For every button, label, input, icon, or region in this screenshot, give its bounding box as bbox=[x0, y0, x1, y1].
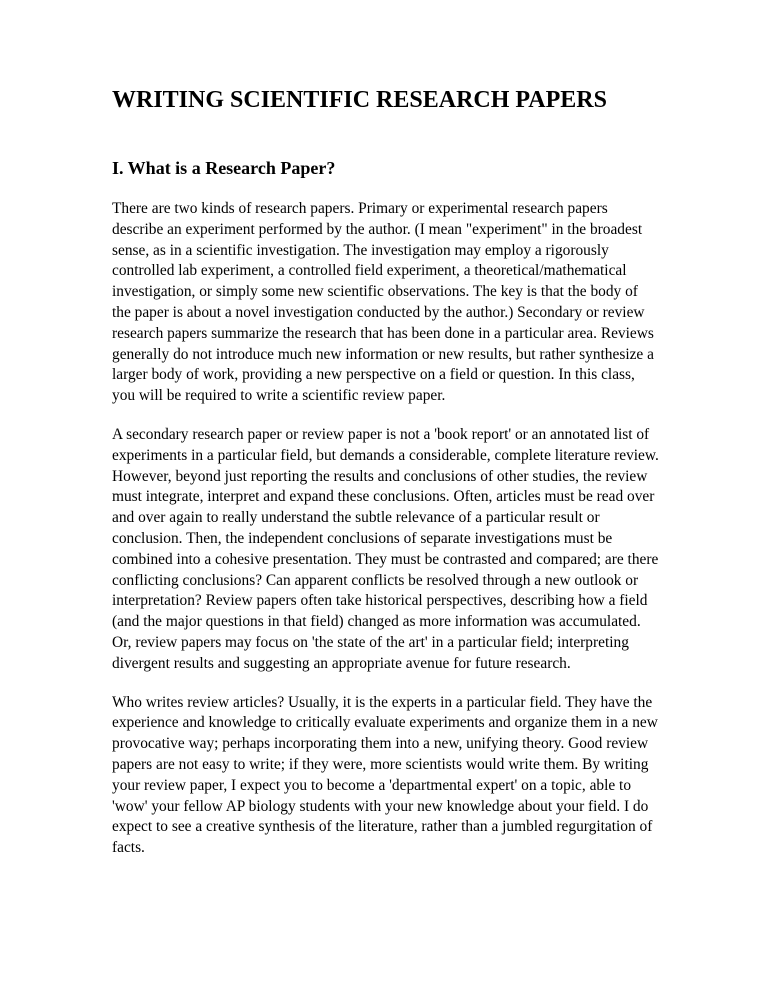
document-title: WRITING SCIENTIFIC RESEARCH PAPERS bbox=[112, 87, 607, 113]
document-page bbox=[112, 86, 660, 877]
section-heading: I. What is a Research Paper? bbox=[112, 158, 336, 178]
paragraph-review-paper-definition: A secondary research paper or review paper is not a 'book report' or an annotated list of experiments in a particular field, but demands a considerable, complete literature review. However, beyond just reporting the results and conclusions of other studies, the review must integrate, interpret and expand these conclusions. Often, articles must be read over and over again to really understand the subtle relevance of a particular result or conclusion. Then, the independent conclusions of separate investigations must be combined into a cohesive presentation. They must be contrasted and compared; are there conflicting conclusions? Can apparent conflicts be resolved through a new outlook or interpretation? Review papers often take historical perspectives, describing how a field (and the major questions in that field) changed as more information was accumulated. Or, review papers may focus on 'the state of the art' in a particular field; interpreting divergent results and suggesting an appropriate avenue for future research. bbox=[112, 425, 659, 672]
section-what-is-research-paper bbox=[112, 157, 660, 859]
paragraph-kinds-of-papers: There are two kinds of research papers. Primary or experimental research papers describe an experiment performed by the author. (I mean "experiment" in the broadest sense, as in a scientific investigation. The investigation may employ a rigorously controlled lab experiment, a controlled field experiment, a theoretical/mathematical investigation, or simply some new scientific observations. The key is that the body of the paper is about a novel investigation conducted by the author.) Secondary or review research papers summarize the research that has been done in a particular area. Reviews generally do not introduce much new information or new results, but rather synthesize a larger body of work, providing a new perspective on a field or question. In this class, you will be required to write a scientific review paper. bbox=[112, 200, 654, 405]
paragraph-who-writes-reviews: Who writes review articles? Usually, it is the experts in a particular field. They have the experience and knowledge to critically evaluate experiments and organize them in a new provocative way; perhaps incorporating them into a new, unifying theory. Good review papers are not easy to write; if they were, more scientists would write them. By writing your review paper, I expect you to become a 'departmental expert' on a topic, able to 'wow' your fellow AP biology students with your new knowledge about your field. I do expect to see a creative synthesis of the literature, rather than a jumbled regurgitation of facts. bbox=[112, 693, 658, 857]
